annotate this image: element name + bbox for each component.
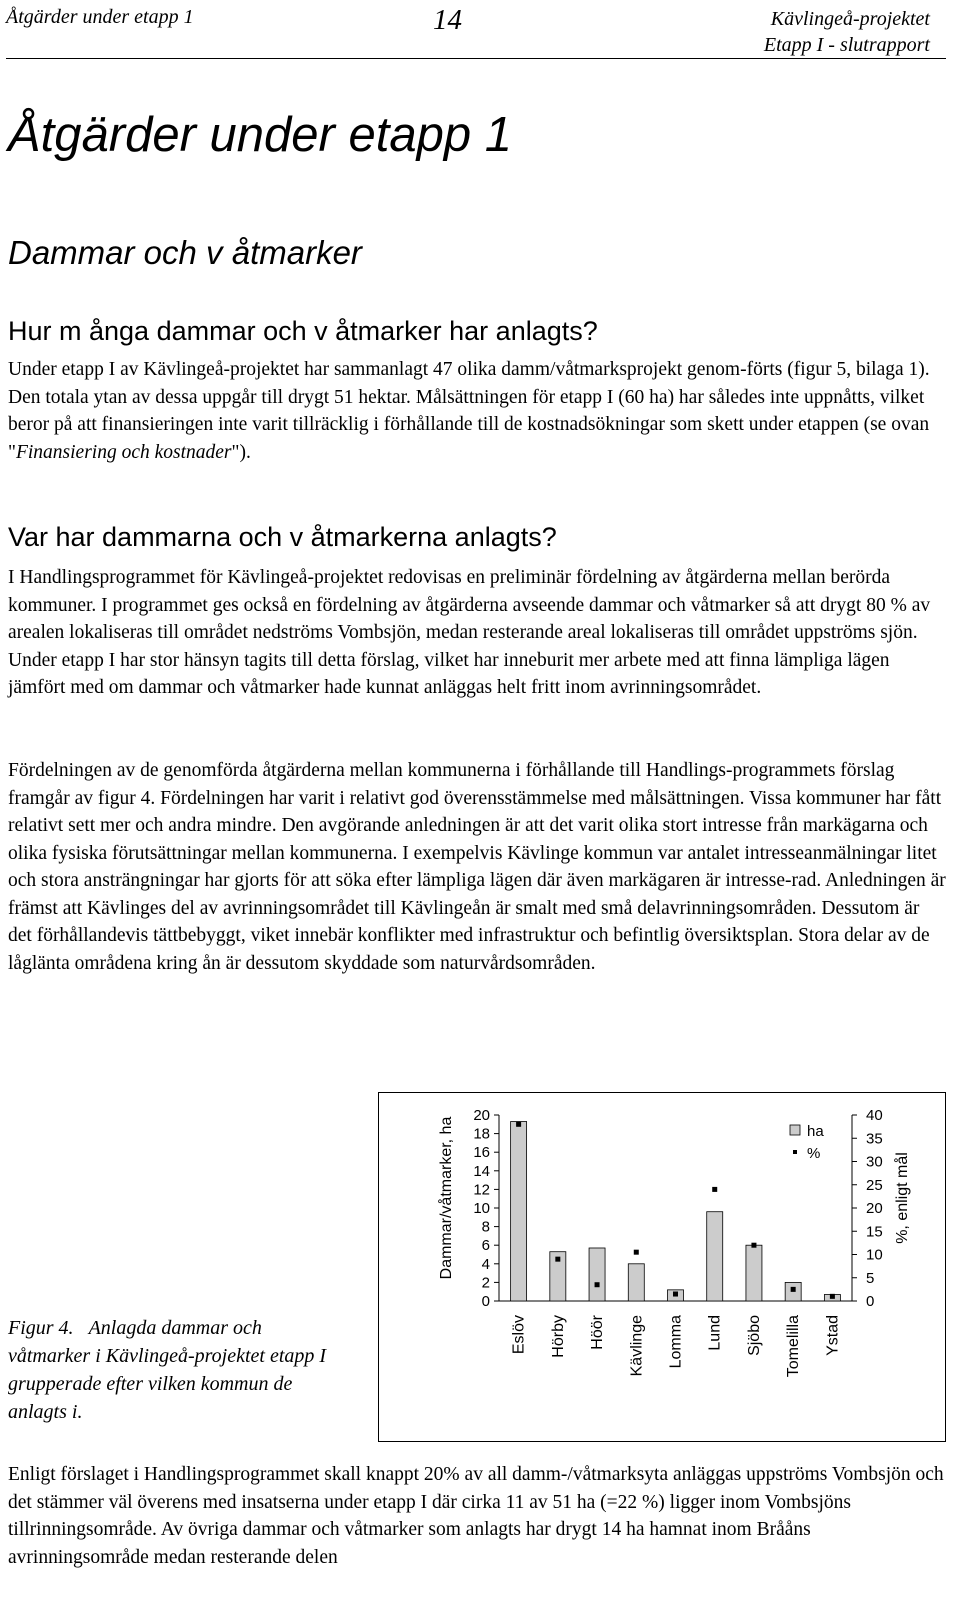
x-tick-label: Ystad: [824, 1315, 842, 1356]
header-rule: [6, 58, 946, 59]
x-tick-label: Eslöv: [510, 1315, 528, 1355]
x-tick-label: Tomelilla: [785, 1315, 803, 1378]
section-heading: Dammar och v åtmarker: [8, 234, 362, 271]
paragraph-where-2: Fördelningen av de genomförda åtgärderna mellan kommunerna i förhållande till Handlings-programmets förslag framgår av figur 4. Fördelningen har varit i relativt god överensstämmelse med målsättningen. Vissa kommuner har fått relativt sett mer och andra mindre. Den avgörande anledningen är att det varit olika stort intresse från markägarna och olika fysiska förutsättningar mellan kommunerna. I exempelvis Kävlinge kommun var antalet intresseanmälningar litet och stora ansträngningar har gjorts för att söka efter lämpliga lägen där även markägaren är intresse-rad. Anledningen är främst att Kävlinges del av avrinningsområdet till Kävlingeån är smalt med små delavrinningsområden. Dessutom är det förhållandevis tättbebyggt, viket innebär konflikter med infrastruktur och befintlig översiktsplan. Stora delar av de låglänta områdena kring ån är dessutom skyddade som naturvårdsområden.: [8, 760, 946, 974]
municipality-bar-chart: [379, 1093, 944, 1440]
y-tick-label-right: 0: [866, 1293, 875, 1310]
x-tick-label: Hörby: [549, 1315, 567, 1358]
bar-höör: [589, 1248, 605, 1301]
x-tick-label: Sjöbo: [745, 1315, 763, 1356]
y-tick-label-left: 4: [481, 1255, 490, 1273]
figure-label: Figur 4.: [8, 1317, 74, 1339]
y-tick-label-left: 12: [473, 1181, 490, 1199]
marker-ystad: [830, 1294, 835, 1299]
y-tick-label-right: 25: [866, 1176, 883, 1194]
marker-tomelilla: [791, 1287, 796, 1292]
paragraph-where-1: I Handlingsprogrammet för Kävlingeå-projektet redovisas en preliminär fördelning av åtgärderna mellan berörda kommuner. I programmet ges också en fördelning av åtgärderna avseende dammar och våtmarker så att drygt 80 % av arealen lokaliseras till området nedströms Vombsjön, medan resterande areal lokaliseras till området uppströms sjön. Under etapp I har stor hänsyn tagits till detta förslag, vilket har inneburit mer arbete med att finna lämpliga lägen jämfört med om dammar och våtmarker hade kunnat anläggas helt fritt inom avrinningsområdet.: [8, 567, 931, 698]
bar-sjöbo: [746, 1245, 762, 1301]
header-chapter: Åtgärder under etapp 1: [6, 6, 194, 28]
x-tick-label: Höör: [589, 1315, 607, 1350]
header-project: [530, 6, 930, 58]
y-tick-label-right: 40: [866, 1107, 883, 1124]
y-tick-label-left: 16: [473, 1144, 490, 1162]
y-tick-label-left: 18: [473, 1125, 490, 1143]
paragraph-closing: Enligt förslaget i Handlingsprogrammet skall knappt 20% av all damm-/våtmarksyta anläggas uppströms Vombsjön och det stämmer väl överens med insatserna under etapp I där cirka 11 av 51 ha (=22 %) ligger inom Vombsjöns tillrinningsområde. Av övriga dammar och våtmarker som anlagts har drygt 14 ha hamnat inom Brååns avrinningsområde medan resterande delen: [8, 1464, 944, 1568]
y-tick-label-right: 10: [866, 1246, 883, 1264]
x-tick-label: Kävlinge: [628, 1315, 646, 1377]
y-tick-label-left: 14: [473, 1162, 490, 1180]
legend-swatch-ha: [790, 1125, 800, 1135]
y-axis-title-right: %, enligt mål: [894, 1152, 911, 1244]
x-tick-label: Lund: [706, 1315, 724, 1351]
y-tick-label-right: 30: [866, 1153, 883, 1171]
figure-caption-text: Anlagda dammar och våtmarker i Kävlingeå-projektet etapp I grupperade efter vilken kommun de anlagts i.: [8, 1317, 327, 1423]
question-heading-how-many: Hur m ånga dammar och v åtmarker har anlagts?: [8, 316, 598, 346]
y-tick-label-right: 20: [866, 1200, 883, 1217]
legend-label-percent: %: [807, 1145, 821, 1162]
marker-hörby: [555, 1257, 560, 1262]
marker-höör: [595, 1282, 600, 1287]
y-tick-label-right: 15: [866, 1223, 883, 1241]
y-tick-label-left: 8: [481, 1218, 490, 1236]
paragraph-how-many-text: Under etapp I av Kävlingeå-projektet har sammanlagt 47 olika damm/våtmarksprojekt genom-förts (figur 5, bilaga 1). Den totala ytan av dessa uppgår till drygt 51 hektar. Målsättningen för etapp I (60 ha) har således inte uppnåtts, vilket beror på att finansieringen inte varit tillräcklig i förhållande till de kostnadsökningar som skett under etappen (se ovan ": [8, 359, 930, 463]
header-report-name: Etapp I - slutrapport: [763, 34, 930, 56]
marker-eslöv: [516, 1122, 521, 1127]
paragraph-how-many-end: ").: [231, 441, 251, 463]
question-heading-where: Var har dammarna och v åtmarkerna anlagts?: [8, 522, 557, 552]
figure-caption: [8, 1314, 348, 1426]
page-header: [0, 0, 960, 60]
y-axis-title-left: Dammar/våtmarker, ha: [438, 1116, 455, 1280]
figure-4-chart-frame: [378, 1092, 946, 1442]
paragraph-how-many: [8, 356, 948, 466]
y-tick-label-right: 35: [866, 1130, 883, 1148]
y-tick-label-right: 5: [866, 1269, 875, 1287]
bar-lund: [707, 1212, 723, 1301]
legend-swatch-percent: [793, 1150, 797, 1154]
y-tick-label-left: 10: [473, 1200, 490, 1217]
x-tick-label: Lomma: [667, 1315, 685, 1369]
bar-eslöv: [511, 1122, 527, 1301]
marker-kävlinge: [634, 1250, 639, 1255]
page-number: 14: [433, 4, 462, 36]
marker-sjöbo: [751, 1243, 756, 1248]
y-tick-label-left: 20: [473, 1107, 490, 1124]
header-project-name: Kävlingeå-projektet: [770, 8, 930, 30]
bar-kävlinge: [628, 1264, 644, 1301]
y-tick-label-left: 2: [481, 1274, 490, 1292]
marker-lund: [712, 1187, 717, 1192]
legend-label-ha: ha: [807, 1123, 824, 1140]
marker-lomma: [673, 1292, 678, 1297]
y-tick-label-left: 0: [481, 1293, 490, 1310]
paragraph-how-many-italic: Finansiering och kostnader: [15, 441, 232, 463]
y-tick-label-left: 6: [481, 1237, 490, 1255]
page-title: Åtgärder under etapp 1: [8, 108, 512, 162]
